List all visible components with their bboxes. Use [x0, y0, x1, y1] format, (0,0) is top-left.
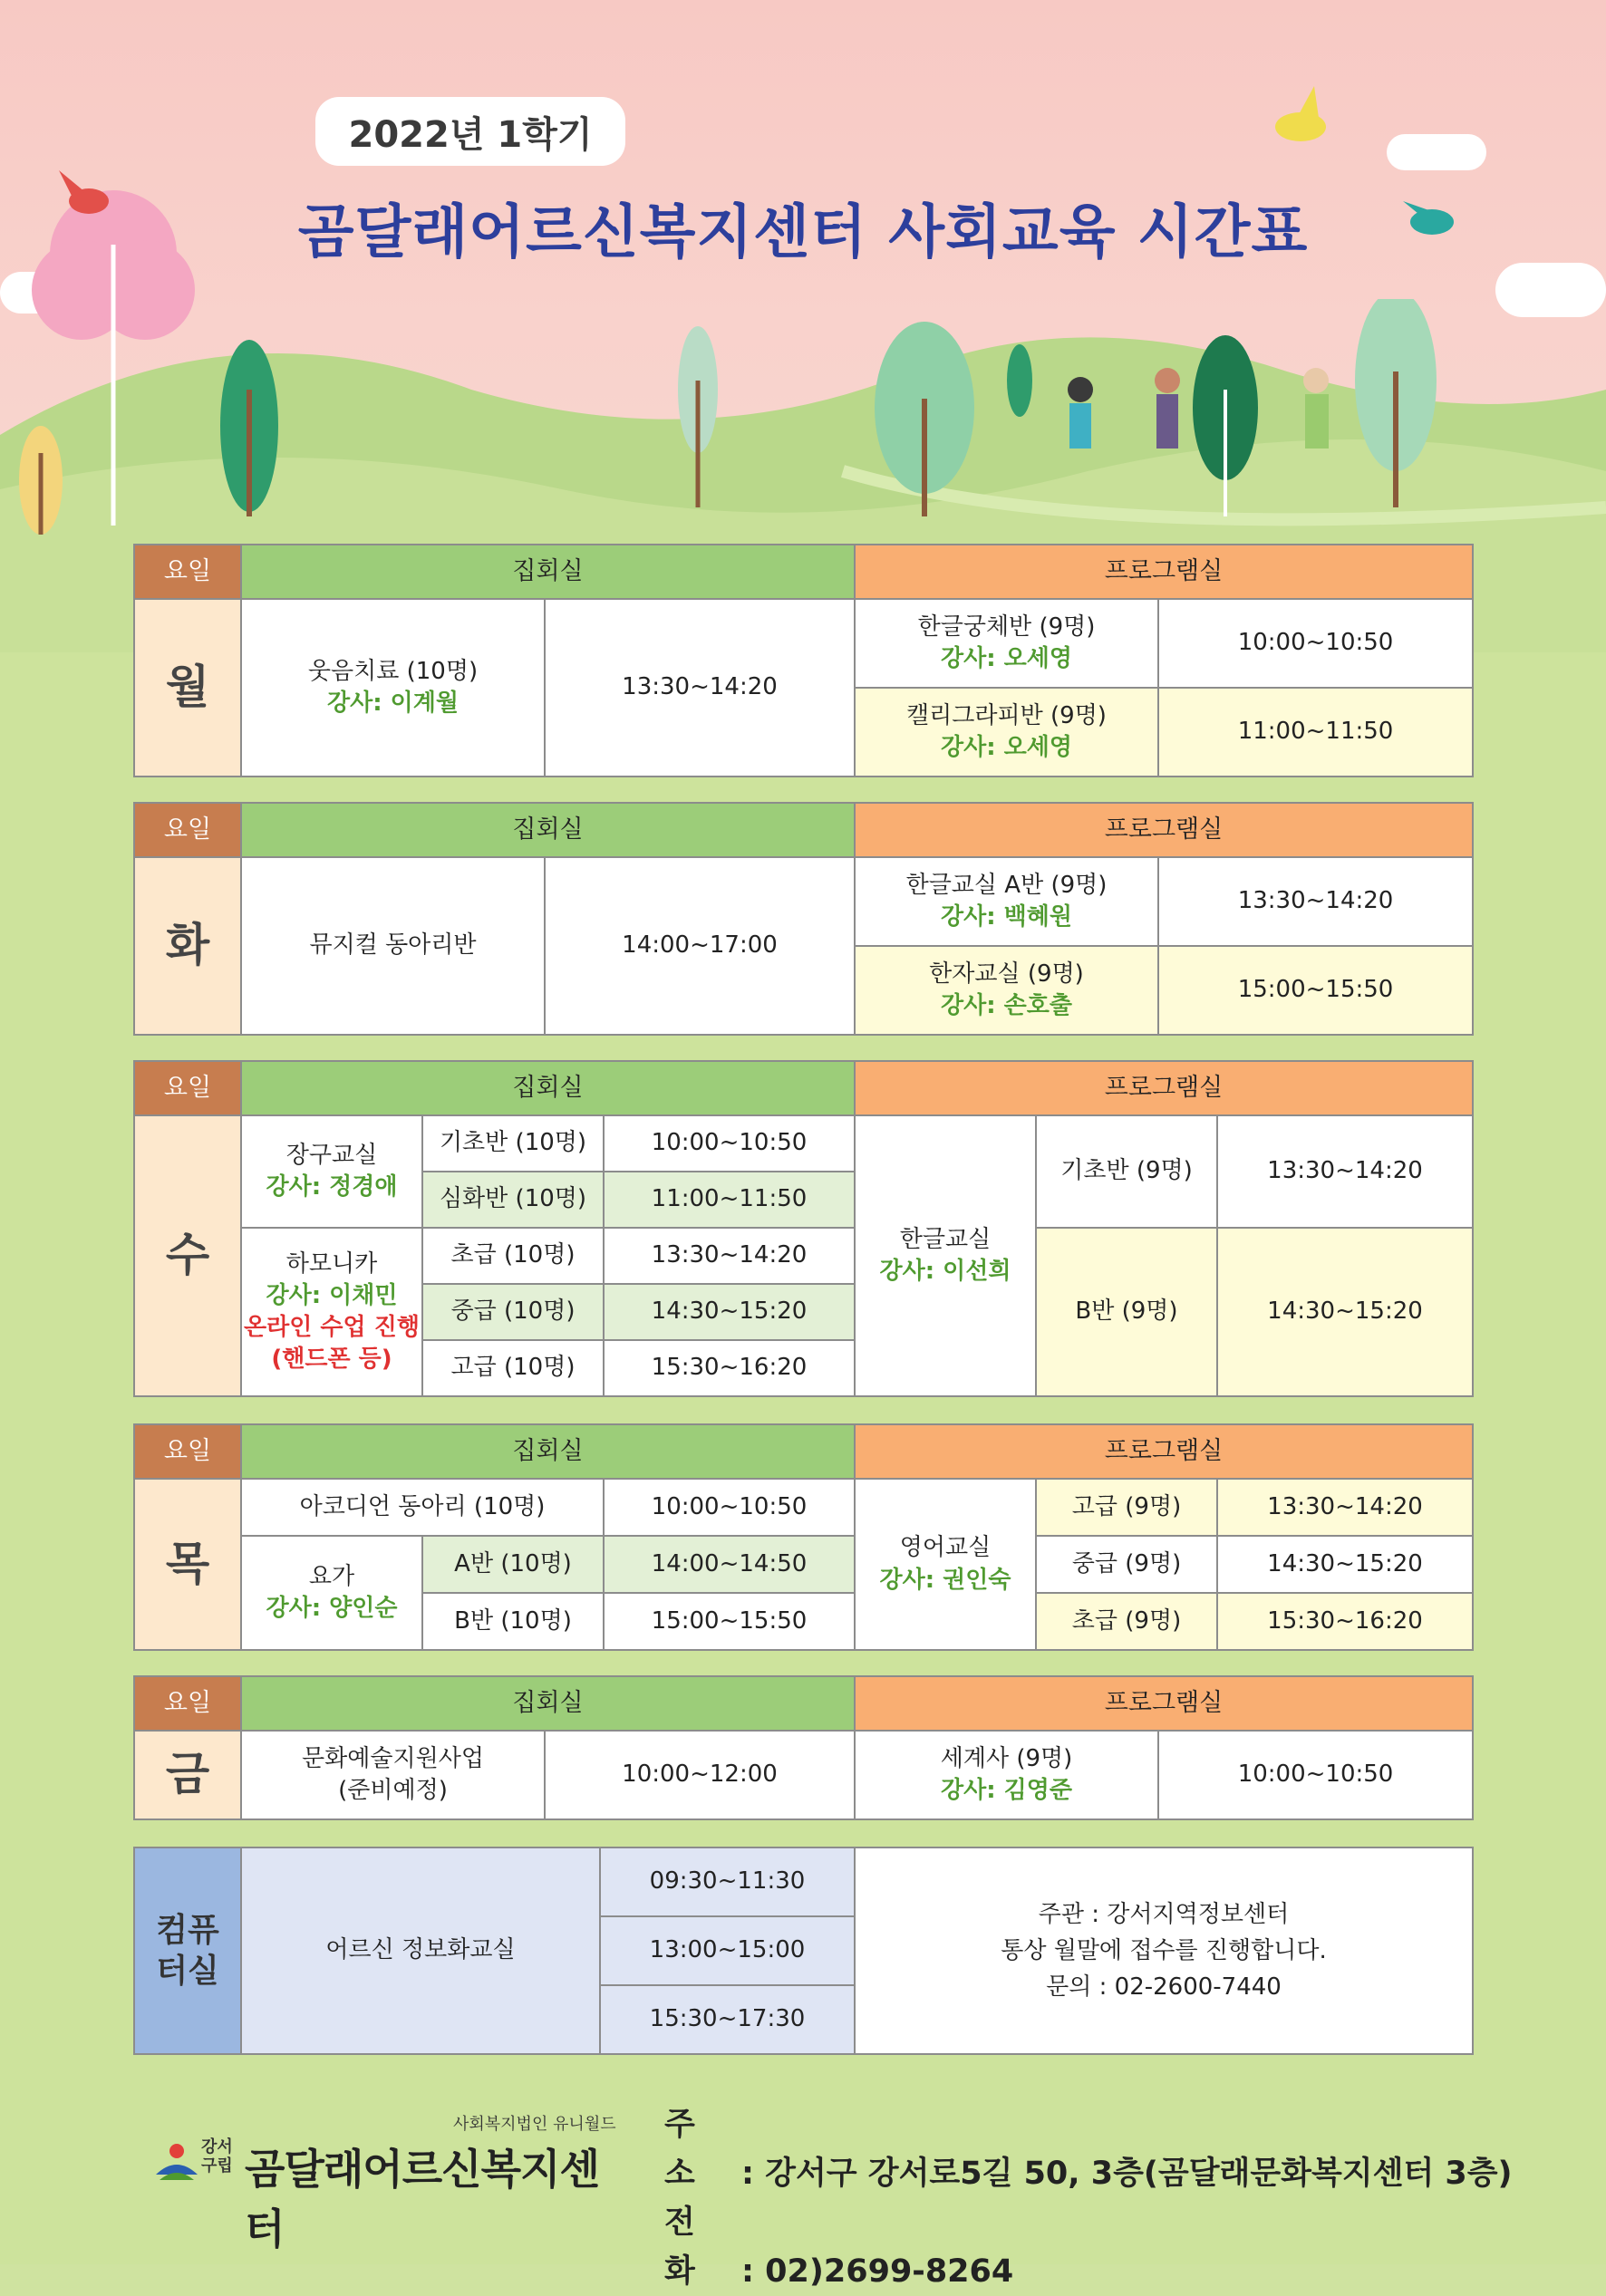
cloud [1495, 263, 1606, 317]
day-cell: 화 [134, 857, 241, 1035]
time-cell: 13:30~14:20 [604, 1228, 855, 1284]
teacher-name: 강사: 이계월 [326, 690, 460, 717]
time-cell: 13:30~14:20 [1217, 1115, 1473, 1228]
park-scene-illustration [671, 299, 1450, 516]
schedule-thursday [133, 1423, 1474, 1651]
level-cell: A반 (10명) [422, 1536, 604, 1593]
class-name: 영어교실 [899, 1534, 992, 1562]
class-cell [855, 946, 1158, 1035]
time-cell: 09:30~11:30 [600, 1847, 855, 1916]
day-header: 요일 [134, 1424, 241, 1479]
program-room-header: 프로그램실 [855, 545, 1473, 599]
time-cell: 14:00~14:50 [604, 1536, 855, 1593]
day-cell: 금 [134, 1731, 241, 1819]
program-room-header: 프로그램실 [855, 803, 1473, 857]
teacher-name: 강사: 정경애 [266, 1173, 398, 1201]
district-label: 강서구립 [201, 2137, 233, 2175]
class-name: 하모니카 [285, 1249, 378, 1278]
teacher-name: 강사: 이선희 [879, 1258, 1011, 1285]
program-room-header: 프로그램실 [855, 1061, 1473, 1115]
contact-text: 문의 : 02-2600-7440 [1046, 1973, 1282, 2002]
schedule-tuesday [133, 802, 1474, 1036]
contact-info [664, 2100, 1513, 2296]
schedule-wednesday [133, 1060, 1474, 1397]
teacher-name: 강사: 김영준 [940, 1777, 1073, 1804]
level-cell: 고급 (10명) [422, 1340, 604, 1396]
address-label: 주 소 [664, 2107, 701, 2192]
class-cell [241, 599, 545, 777]
cloud [1387, 134, 1486, 170]
hall-header: 집회실 [241, 545, 855, 599]
address-line [664, 2100, 1513, 2198]
day-cell: 수 [134, 1115, 241, 1396]
teacher-name: 강사: 오세영 [940, 734, 1073, 761]
class-cell: 뮤지컬 동아리반 [241, 857, 545, 1035]
schedule-friday [133, 1675, 1474, 1820]
level-cell: 초급 (10명) [422, 1228, 604, 1284]
teacher-name: 강사: 이채민 [266, 1281, 398, 1309]
time-cell: 15:00~15:50 [604, 1593, 855, 1650]
class-cell [855, 688, 1158, 777]
class-name: 한글궁체반 (9명) [917, 613, 1096, 641]
class-name: 세계사 (9명) [940, 1744, 1073, 1772]
time-cell: 14:00~17:00 [545, 857, 855, 1035]
class-cell [241, 1536, 422, 1650]
day-header: 요일 [134, 1676, 241, 1731]
logo-mark-icon [154, 2138, 199, 2184]
day-header: 요일 [134, 545, 241, 599]
teacher-name: 강사: 권인숙 [879, 1566, 1011, 1594]
class-cell [855, 1115, 1036, 1396]
level-cell: 중급 (9명) [1036, 1536, 1217, 1593]
class-cell [241, 1228, 422, 1396]
level-cell: B반 (10명) [422, 1593, 604, 1650]
time-cell: 15:30~16:20 [604, 1340, 855, 1396]
teacher-name: 강사: 백혜원 [940, 903, 1073, 931]
time-cell: 10:00~10:50 [1158, 599, 1473, 688]
day-header: 요일 [134, 1061, 241, 1115]
time-cell: 15:30~17:30 [600, 1985, 855, 2054]
time-cell: 11:00~11:50 [1158, 688, 1473, 777]
level-cell: 기초반 (9명) [1036, 1115, 1217, 1228]
schedule-monday [133, 544, 1474, 777]
program-room-header: 프로그램실 [855, 1676, 1473, 1731]
day-cell: 월 [134, 599, 241, 777]
class-name: 요가 [308, 1562, 355, 1590]
phone-value: : 02)2699-8264 [741, 2253, 1014, 2290]
time-cell: 10:00~10:50 [1158, 1731, 1473, 1819]
teacher-name: 강사: 손호출 [940, 992, 1073, 1019]
phone-line [664, 2198, 1513, 2296]
level-cell: 초급 (9명) [1036, 1593, 1217, 1650]
level-cell: 중급 (10명) [422, 1284, 604, 1340]
computer-room-cell: 컴퓨 터실 [134, 1847, 241, 2054]
center-name: 곰달래어르신복지센터 [245, 2145, 599, 2253]
class-name: 웃음치료 (10명) [307, 657, 479, 685]
time-cell: 10:00~12:00 [545, 1731, 855, 1819]
time-cell: 14:30~15:20 [1217, 1228, 1473, 1396]
day-cell: 목 [134, 1479, 241, 1650]
hall-header: 집회실 [241, 803, 855, 857]
time-cell: 10:00~10:50 [604, 1479, 855, 1536]
online-note: 온라인 수업 진행 [244, 1314, 420, 1341]
online-note-detail: (핸드폰 등) [271, 1346, 392, 1374]
org-name: 사회복지법인 유니월드 [453, 2115, 616, 2134]
time-cell: 14:30~15:20 [1217, 1536, 1473, 1593]
time-cell: 13:30~14:20 [545, 599, 855, 777]
class-cell [855, 857, 1158, 946]
class-cell [241, 1731, 545, 1819]
level-cell: 심화반 (10명) [422, 1172, 604, 1228]
registration-text: 통상 월말에 접수를 진행합니다. [1001, 1936, 1327, 1964]
class-name: 한글교실 [899, 1225, 992, 1253]
class-note: (준비예정) [338, 1777, 448, 1804]
time-cell: 15:00~15:50 [1158, 946, 1473, 1035]
class-cell [241, 1115, 422, 1228]
info-cell [855, 1847, 1473, 2054]
class-name: 한글교실 A반 (9명) [905, 871, 1108, 899]
hall-header: 집회실 [241, 1676, 855, 1731]
level-cell: 기초반 (10명) [422, 1115, 604, 1172]
class-cell [855, 1731, 1158, 1819]
time-cell: 13:00~15:00 [600, 1916, 855, 1985]
class-cell [855, 1479, 1036, 1650]
teacher-name: 강사: 양인순 [266, 1595, 398, 1622]
center-logo [154, 2111, 625, 2253]
schedule-computer-room [133, 1847, 1474, 2055]
organizer-text: 주관 : 강서지역정보센터 [1038, 1900, 1290, 1928]
program-room-header: 프로그램실 [855, 1424, 1473, 1479]
address-value: : 강서구 강서로5길 50, 3층(곰달래문화복지센터 3층) [741, 2156, 1513, 2192]
class-name: 장구교실 [285, 1141, 378, 1169]
time-cell: 13:30~14:20 [1217, 1479, 1473, 1536]
day-header: 요일 [134, 803, 241, 857]
class-cell: 아코디언 동아리 (10명) [241, 1479, 604, 1536]
time-cell: 13:30~14:20 [1158, 857, 1473, 946]
class-cell [855, 599, 1158, 688]
page-title: 곰달래어르신복지센터 사회교육 시간표 [297, 199, 1309, 266]
time-cell: 10:00~10:50 [604, 1115, 855, 1172]
semester-badge: 2022년 1학기 [315, 97, 625, 166]
teacher-name: 강사: 오세영 [940, 645, 1073, 672]
level-cell: 고급 (9명) [1036, 1479, 1217, 1536]
class-name: 캘리그라피반 (9명) [906, 701, 1107, 729]
class-name: 한자교실 (9명) [929, 960, 1084, 988]
time-cell: 15:30~16:20 [1217, 1593, 1473, 1650]
hall-header: 집회실 [241, 1424, 855, 1479]
phone-label: 전 화 [664, 2204, 701, 2290]
time-cell: 14:30~15:20 [604, 1284, 855, 1340]
bird-yellow-icon [1260, 82, 1341, 154]
time-cell: 11:00~11:50 [604, 1172, 855, 1228]
level-cell: B반 (9명) [1036, 1228, 1217, 1396]
class-name: 문화예술지원사업 [302, 1744, 484, 1772]
hall-header: 집회실 [241, 1061, 855, 1115]
class-cell: 어르신 정보화교실 [241, 1847, 600, 2054]
